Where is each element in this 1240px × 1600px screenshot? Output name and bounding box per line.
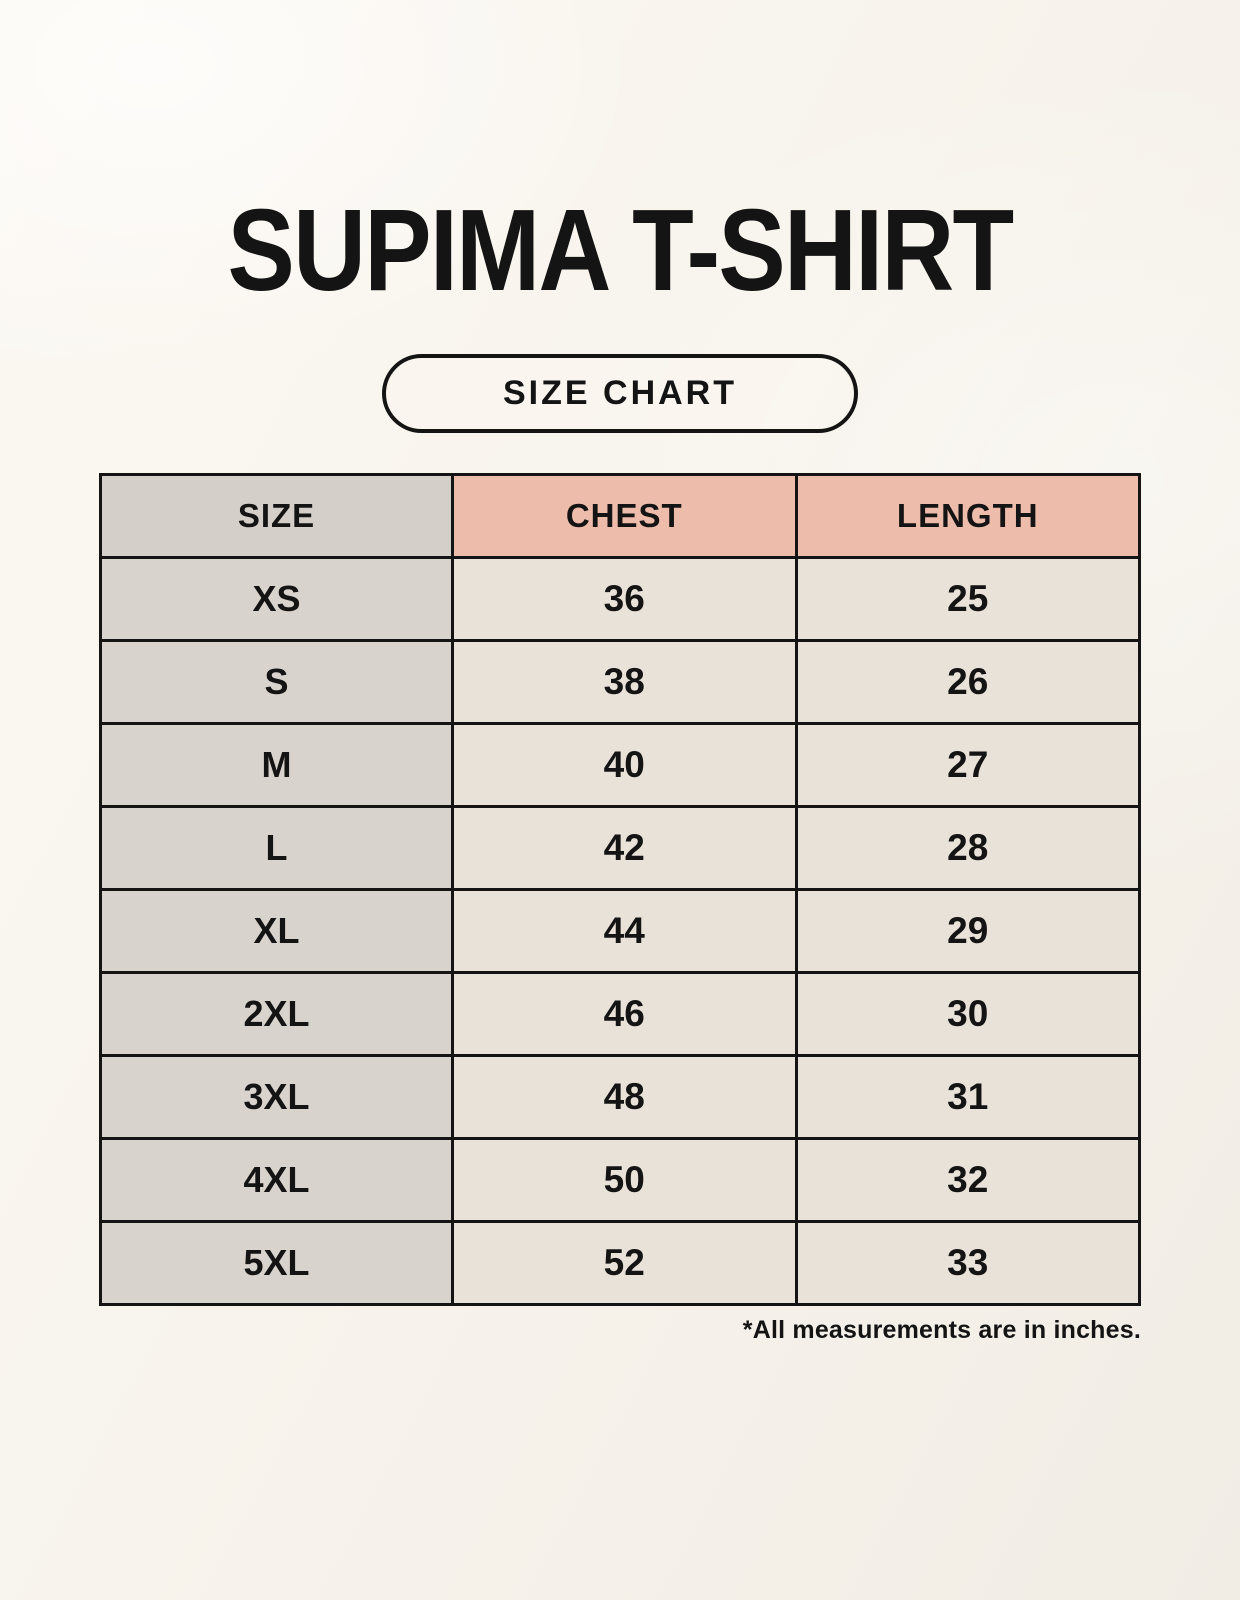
- size-cell: 2XL: [101, 973, 453, 1056]
- table-row: [101, 973, 1140, 1056]
- size-chart-badge: [382, 354, 858, 433]
- chest-cell: 36: [453, 558, 797, 641]
- size-cell: 5XL: [101, 1222, 453, 1305]
- column-header-length: LENGTH: [796, 475, 1140, 558]
- table-row: [101, 1139, 1140, 1222]
- chest-cell: 50: [453, 1139, 797, 1222]
- length-cell: 30: [796, 973, 1140, 1056]
- length-cell: 25: [796, 558, 1140, 641]
- size-cell: L: [101, 807, 453, 890]
- size-chart-badge-label: SIZE CHART: [503, 374, 737, 412]
- length-cell: 26: [796, 641, 1140, 724]
- length-cell: 32: [796, 1139, 1140, 1222]
- column-header-size: SIZE: [101, 475, 453, 558]
- table-row: [101, 558, 1140, 641]
- size-cell: XS: [101, 558, 453, 641]
- size-cell: 4XL: [101, 1139, 453, 1222]
- size-table: [99, 473, 1141, 1306]
- table-row: [101, 890, 1140, 973]
- table-row: [101, 641, 1140, 724]
- length-cell: 27: [796, 724, 1140, 807]
- chest-cell: 52: [453, 1222, 797, 1305]
- chest-cell: 48: [453, 1056, 797, 1139]
- chest-cell: 46: [453, 973, 797, 1056]
- chest-cell: 40: [453, 724, 797, 807]
- column-header-chest: CHEST: [453, 475, 797, 558]
- chest-cell: 38: [453, 641, 797, 724]
- length-cell: 29: [796, 890, 1140, 973]
- size-cell: M: [101, 724, 453, 807]
- table-row: [101, 724, 1140, 807]
- table-row: [101, 1222, 1140, 1305]
- length-cell: 31: [796, 1056, 1140, 1139]
- page-title: SUPIMA T-SHIRT: [227, 185, 1013, 315]
- size-cell: S: [101, 641, 453, 724]
- size-cell: 3XL: [101, 1056, 453, 1139]
- chest-cell: 42: [453, 807, 797, 890]
- size-cell: XL: [101, 890, 453, 973]
- length-cell: 28: [796, 807, 1140, 890]
- table-header-row: [101, 475, 1140, 558]
- chest-cell: 44: [453, 890, 797, 973]
- length-cell: 33: [796, 1222, 1140, 1305]
- table-row: [101, 807, 1140, 890]
- measurements-footnote: *All measurements are in inches.: [742, 1316, 1141, 1344]
- table-row: [101, 1056, 1140, 1139]
